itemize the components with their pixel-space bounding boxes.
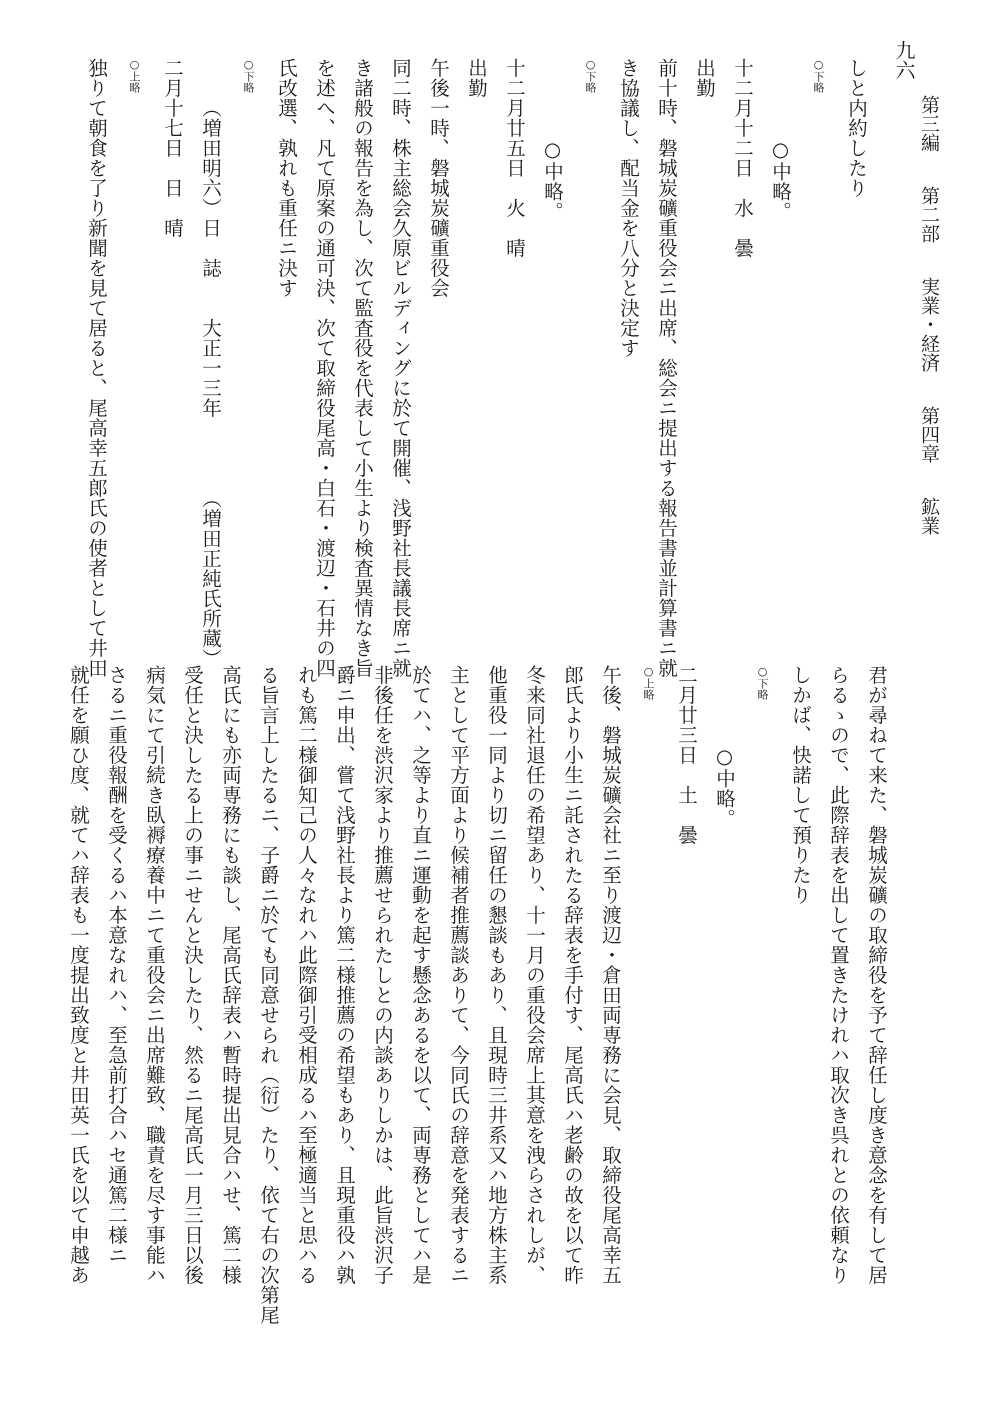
text-column: 独りて朝食を了り新聞を見て居ると、尾高幸五郎氏の使者として井田 [85, 58, 108, 678]
header-part: 実業・経済 [918, 277, 940, 373]
header-part: 第三編 [918, 95, 940, 152]
header-part: 鉱業 [918, 497, 940, 536]
running-header [912, 95, 946, 655]
text-column: 出勤 [693, 58, 716, 98]
text-column: 同二時、株主総会久原ビルディングに於て開催、浅野社長議長席ニ就 [389, 58, 412, 678]
text-column: 十二月廿五日 火 晴 [503, 58, 526, 258]
text-column: 十二月十二日 水 曇 [731, 58, 754, 258]
text-column: 午後一時、磐城炭礦重役会 [427, 58, 450, 298]
text-column: さるニ重役報酬を受くるハ本意なれハ、至急前打合ハセ通篤二様ニ [105, 665, 128, 1265]
text-column: ○上略 [642, 665, 655, 700]
text-column: 就任を願ひ度、就てハ辞表も一度提出致度と井田英一氏を以て申越あ [67, 665, 90, 1285]
header-part: 第二部 [918, 186, 940, 244]
text-column: 於てハ、之等より直ニ運動を起す懸念あるを以て、両専務としてハ是 [409, 665, 432, 1285]
text-column: 午後、磐城炭礦会社ニ至り渡辺・倉田両専務に会見、取締役尾高幸五 [599, 665, 622, 1285]
bottom-text-block [67, 665, 895, 1370]
text-column: 爵ニ申出、嘗て浅野社長より篤二様推薦の希望もあり、且現重役ハ孰 [333, 665, 356, 1285]
text-column: らるゝので、此際辞表を出して置きたけれハ取次き呉れとの依頼なり [827, 665, 850, 1285]
text-column: しかば、快諾して預りたり [789, 665, 812, 905]
header-part: 第四章 [918, 406, 940, 464]
text-column: ○下略 [584, 58, 597, 93]
text-column: 高氏にも亦両専務にも談し、尾高氏辞表ハ暫時提出見合ハせ、篤二様 [219, 665, 242, 1285]
text-column: る旨言上したるニ、子爵ニ於ても同意せられ（衍）たり、依て右の次第尾 [257, 665, 280, 1325]
top-text-block [75, 58, 875, 678]
text-column: ○中略。 [541, 138, 564, 222]
text-column: 他重役一同より切ニ留任の懇談もあり、且現時三井系又ハ地方株主系 [485, 665, 508, 1285]
text-column: 氏改選、孰れも重任ニ決す [275, 58, 298, 298]
text-column: 受任と決したる上の事ニせんと決したり、然るニ尾高氏一月三日以後 [181, 665, 204, 1285]
text-column: ○上略 [128, 58, 141, 93]
text-column: れも篤二様御知己の人々なれハ此際御引受相成るハ至極適当と思ハる [295, 665, 318, 1285]
text-column: 冬来同社退任の希望あり、十一月の重役会席上其意を洩らされしが、 [523, 665, 546, 1285]
text-column: 主として平方面より候補者推薦談ありて、今同氏の辞意を発表するニ [447, 665, 470, 1285]
text-column: 君が尋ねて来た、磐城炭礦の取締役を予て辞任し度き意念を有して居 [865, 665, 888, 1285]
text-column: 二月十七日 日 晴 [161, 58, 184, 238]
text-column: 病気にて引続き臥褥療養中ニて重役会ニ出席難致、職責を尽す事能ハ [143, 665, 166, 1285]
text-column: を述へ、凡て原案の通可決、次て取締役尾高・白石・渡辺・石井の四 [313, 58, 336, 678]
text-column: ○下略 [756, 665, 769, 700]
text-column: き諸般の報告を為し、次て監査役を代表して小生より検査異情なき旨 [351, 58, 374, 678]
text-column: しと内約したり [845, 58, 868, 198]
text-column: 前十時、磐城炭礦重役会ニ出席、総会ニ提出する報告書並計算書ニ就 [655, 58, 678, 678]
page-number: 九六 [892, 40, 916, 80]
text-column: ○中略。 [769, 138, 792, 222]
text-column: ○下略 [242, 58, 255, 93]
text-column: 非後任を渋沢家より推薦せられたしとの内談ありしかは、此旨渋沢子 [371, 665, 394, 1285]
text-column: ○下略 [812, 58, 825, 93]
text-column: ○中略。 [713, 745, 736, 829]
text-column: き協議し、配当金を八分と決定す [617, 58, 640, 358]
text-column: 出勤 [465, 58, 488, 98]
text-column: 二月廿三日 土 曇 [675, 665, 698, 845]
text-column: 郎氏より小生ニ託されたる辞表を手付す、尾高氏ハ老齢の故を以て昨 [561, 665, 584, 1285]
text-column: （増田明六）日 誌 大正一三年 （増田正純氏所蔵） [199, 98, 222, 669]
